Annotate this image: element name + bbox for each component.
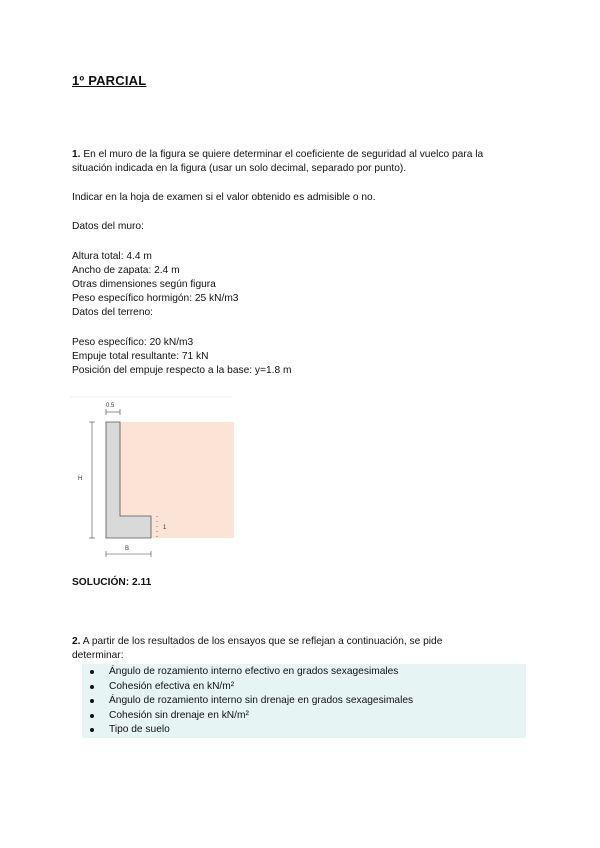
list-item	[90, 709, 413, 724]
q1-wall-data-2: Otras dimensiones según figura	[72, 279, 216, 290]
q1-instruction: Indicar en la hoja de examen si el valor obtenido es admisible o no.	[72, 192, 376, 203]
q2-item-2: Ángulo de rozamiento interno sin drenaje en grados sexagesimales	[109, 695, 414, 706]
q1-wall-data-1: Ancho de zapata: 2.4 m	[72, 265, 180, 276]
q2-intro-line-2: determinar:	[72, 650, 124, 661]
q1-soil-data-1: Empuje total resultante: 71 kN	[72, 351, 209, 362]
q1-wall-data-3: Peso específico hormigón: 25 kN/m3	[72, 293, 239, 304]
q1-number: 1.	[72, 149, 81, 160]
bullet-icon	[90, 728, 94, 732]
q1-soil-data-0: Peso específico: 20 kN/m3	[72, 337, 194, 348]
list-item	[90, 694, 413, 709]
q1-intro-line-2: situación indicada en la figura (usar un solo decimal, separado por punto).	[72, 163, 407, 174]
bullet-icon	[90, 699, 94, 703]
q2-item-0: Ángulo de rozamiento interno efectivo en grados sexagesimales	[109, 666, 399, 677]
list-item	[90, 723, 413, 738]
q2-number: 2.	[72, 636, 81, 647]
q1-solution: SOLUCIÓN: 2.11	[72, 577, 152, 588]
q1-intro-text-1: En el muro de la figura se quiere determinar el coeficiente de seguridad al vuelco para la	[80, 149, 484, 160]
q2-bullet-list	[90, 665, 413, 738]
q2-item-1: Cohesión efectiva en kN/m²	[109, 680, 235, 692]
bullet-icon	[90, 670, 94, 674]
q1-wall-header: Datos del muro:	[72, 221, 144, 232]
q1-wall-data-4: Datos del terreno:	[72, 307, 153, 318]
q2-item-4: Tipo de suelo	[109, 724, 170, 735]
retaining-wall-svg	[70, 396, 240, 558]
dimension-top-label: 0.5	[106, 403, 115, 409]
dimension-base-label: B	[125, 546, 130, 552]
list-item	[90, 665, 413, 680]
retaining-wall-figure	[70, 396, 240, 558]
page-title: 1º PARCIAL	[72, 73, 147, 88]
bullet-icon	[90, 685, 94, 689]
bullet-icon	[90, 714, 94, 718]
dimension-step-label: 1	[163, 525, 167, 531]
q2-item-3: Cohesión sin drenaje en kN/m²	[109, 709, 249, 721]
q2-intro-line-1	[72, 635, 442, 648]
q2-intro-text-1: A partir de los resultados de los ensayos que se reflejan a continuación, se pide	[80, 636, 443, 647]
list-item	[90, 680, 413, 695]
q1-wall-data-0: Altura total: 4.4 m	[72, 251, 152, 262]
dimension-height-label: H	[78, 476, 83, 482]
q1-intro-line-1	[72, 148, 483, 161]
q1-soil-data-2: Posición del empuje respecto a la base: y=1.8 m	[72, 365, 292, 376]
